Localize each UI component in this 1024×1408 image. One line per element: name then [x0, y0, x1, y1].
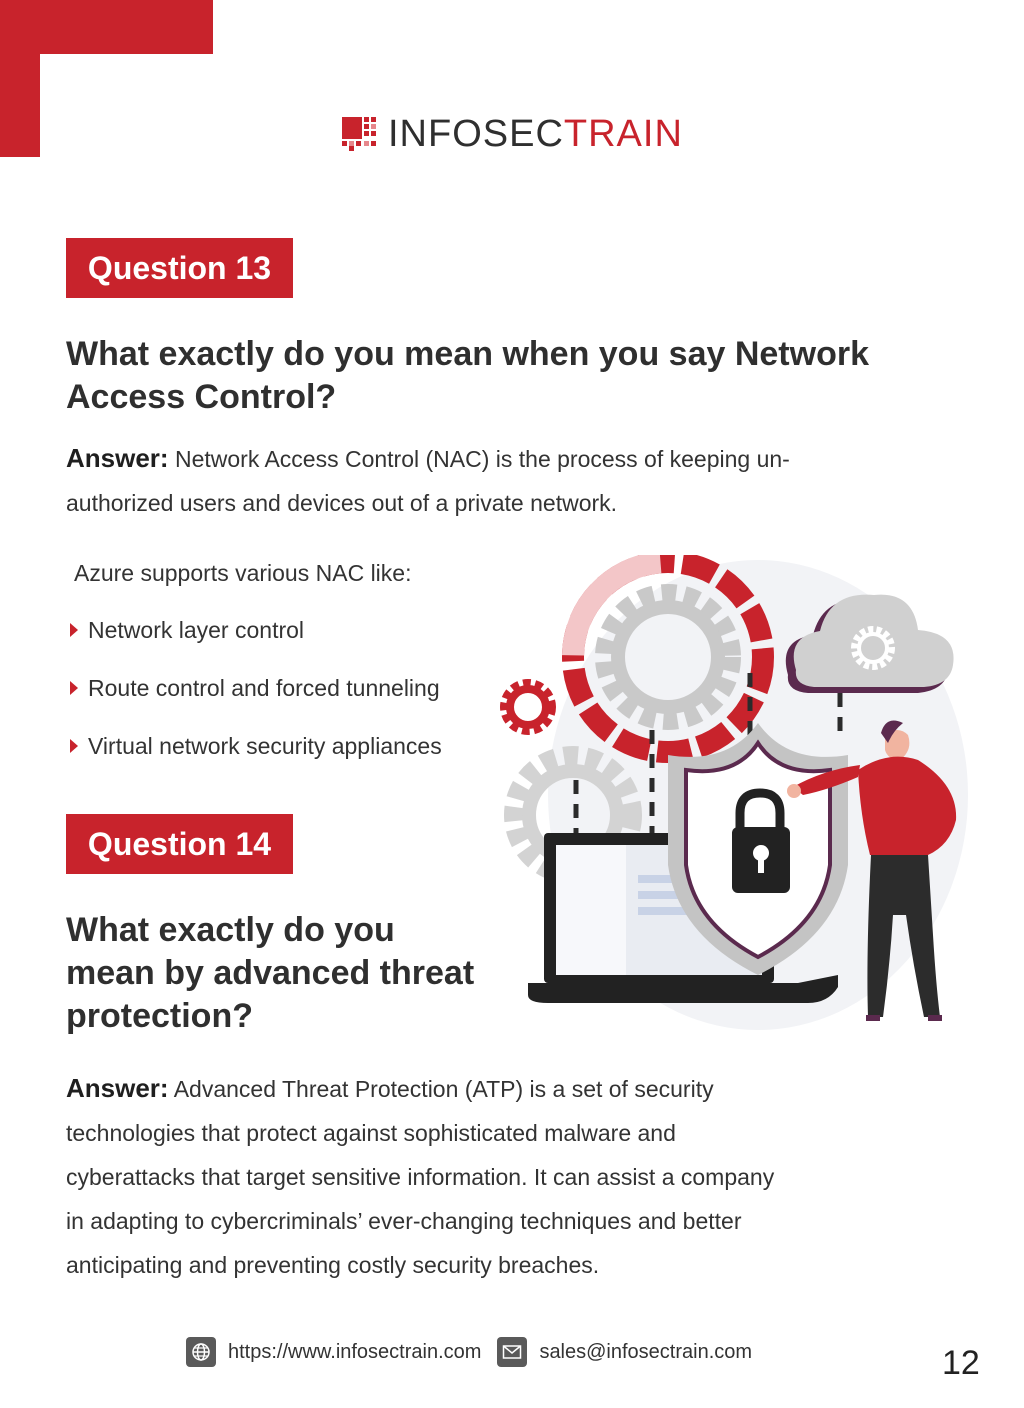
list-item: Route control and forced tunneling — [70, 670, 442, 706]
answer-text: Network Access Control (NAC) is the process of keeping un- — [168, 446, 790, 472]
mail-icon — [497, 1337, 527, 1367]
question-14-title-line: What exactly do you — [66, 911, 395, 949]
nac-list — [70, 612, 442, 786]
brand-name-dark: INFOSEC — [388, 113, 564, 155]
brand-name-red: TRAIN — [563, 113, 683, 155]
question-13-badge: Question 13 — [66, 238, 293, 298]
bullet-icon — [70, 739, 78, 753]
question-14-answer — [66, 1066, 774, 1287]
question-14-title — [66, 909, 474, 1038]
corner-accent-left — [0, 0, 40, 157]
brand-logo — [342, 112, 683, 156]
globe-icon — [186, 1337, 216, 1367]
list-item: Network layer control — [70, 612, 442, 648]
question-13-title — [66, 333, 869, 419]
answer-text: in adapting to cybercriminals’ ever-changing techniques and better — [66, 1208, 742, 1234]
bullet-icon — [70, 681, 78, 695]
answer-text: Advanced Threat Protection (ATP) is a set of security — [168, 1076, 714, 1102]
question-13-title-line: What exactly do you mean when you say Network — [66, 335, 869, 373]
footer — [186, 1337, 752, 1367]
list-item: Virtual network security appliances — [70, 728, 442, 764]
security-illustration — [488, 555, 968, 1035]
answer-text: technologies that protect against sophisticated malware and — [66, 1120, 676, 1146]
email-link[interactable]: sales@infosectrain.com — [539, 1340, 753, 1363]
answer-label: Answer: — [66, 1073, 169, 1103]
answer-label: Answer: — [66, 443, 169, 473]
question-14-badge: Question 14 — [66, 814, 293, 874]
answer-text: cyberattacks that target sensitive information. It can assist a company — [66, 1164, 775, 1190]
bullet-icon — [70, 623, 78, 637]
brand-name — [388, 112, 683, 156]
question-13-title-line: Access Control? — [66, 378, 337, 416]
small-gear-icon — [506, 685, 550, 729]
question-13-answer — [66, 436, 790, 525]
logo-mark-icon — [342, 117, 376, 151]
page-number: 12 — [942, 1344, 980, 1382]
nac-intro: Azure supports various NAC like: — [74, 560, 412, 586]
question-14-title-line: protection? — [66, 997, 253, 1035]
website-link[interactable]: https://www.infosectrain.com — [228, 1340, 482, 1363]
answer-text: anticipating and preventing costly security breaches. — [66, 1252, 600, 1278]
answer-text: authorized users and devices out of a private network. — [66, 490, 618, 516]
question-14-title-line: mean by advanced threat — [66, 954, 475, 992]
